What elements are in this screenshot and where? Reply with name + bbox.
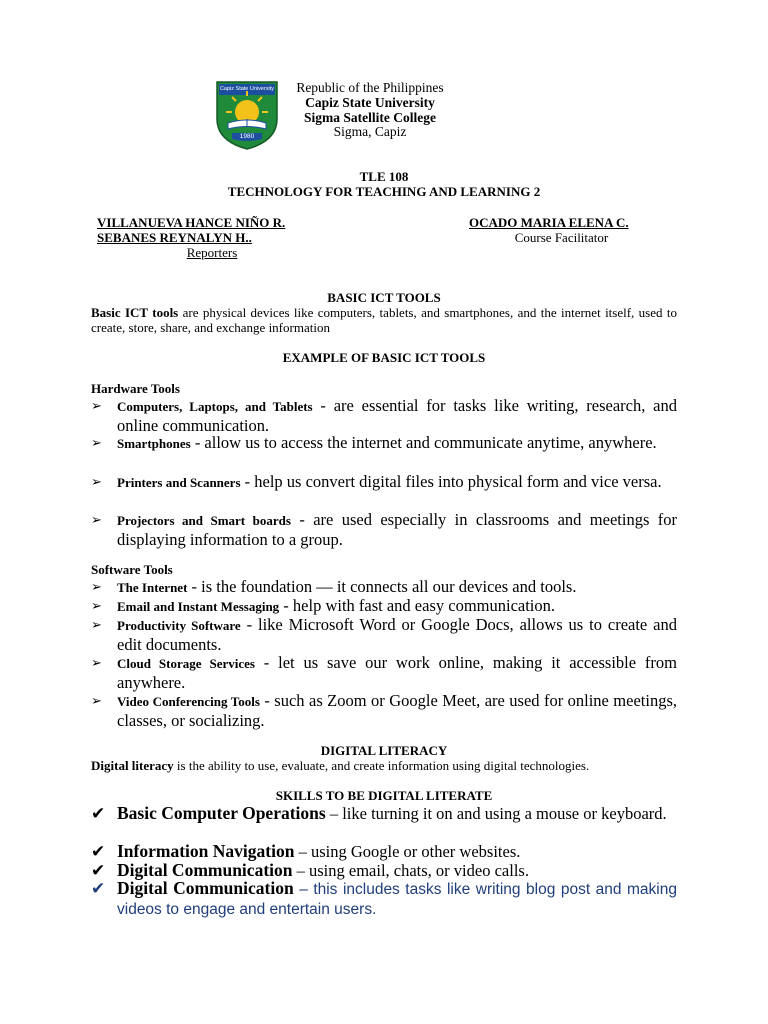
skills-heading: SKILLS TO BE DIGITAL LITERATE (275, 788, 493, 803)
checkmark-icon: ✔ (91, 879, 106, 899)
checkmark-icon: ✔ (91, 842, 106, 862)
arrow-bullet-icon: ➢ (91, 399, 102, 414)
course-title: TECHNOLOGY FOR TEACHING AND LEARNING 2 (227, 184, 541, 199)
arrow-bullet-icon: ➢ (91, 599, 102, 614)
reporters-label: Reporters (186, 245, 238, 260)
software-heading: Software Tools (91, 562, 173, 577)
hardware-heading: Hardware Tools (91, 381, 180, 396)
basic-ict-text: are physical devices like computers, tablets, and smartphones, and the internet itself, used to create, store, share, and exchange information (91, 305, 677, 335)
digital-literacy-definition (91, 758, 691, 773)
course-code: TLE 108 (359, 169, 409, 184)
arrow-bullet-icon: ➢ (91, 580, 102, 595)
arrow-bullet-icon: ➢ (91, 513, 102, 528)
digital-literacy-term: Digital literacy (91, 758, 174, 773)
header-university: Capiz State University (305, 95, 435, 110)
arrow-bullet-icon: ➢ (91, 618, 102, 633)
reporter-name-1: VILLANUEVA HANCE NIÑO R. (97, 215, 286, 230)
facilitator-name: OCADO MARIA ELENA C. (469, 215, 629, 230)
header-republic: Republic of the Philippines (296, 80, 444, 95)
logo-title: Capiz State University (219, 86, 275, 92)
arrow-bullet-icon: ➢ (91, 475, 102, 490)
basic-ict-heading: BASIC ICT TOOLS (327, 290, 441, 305)
checkmark-icon: ✔ (91, 861, 106, 881)
arrow-bullet-icon: ➢ (91, 656, 102, 671)
facilitator-label: Course Facilitator (514, 230, 609, 245)
logo-year: 1980 (239, 133, 255, 140)
reporter-name-2: SEBANES REYNALYN H.. (97, 230, 252, 245)
header-location: Sigma, Capiz (333, 124, 407, 139)
basic-ict-term: Basic ICT tools (91, 305, 179, 320)
arrow-bullet-icon: ➢ (91, 436, 102, 451)
header-college: Sigma Satellite College (304, 110, 436, 125)
digital-literacy-text: is the ability to use, evaluate, and create information using digital technologies. (173, 758, 590, 773)
checkmark-icon: ✔ (91, 804, 106, 824)
digital-literacy-heading: DIGITAL LITERACY (320, 743, 448, 758)
arrow-bullet-icon: ➢ (91, 694, 102, 709)
examples-heading: EXAMPLE OF BASIC ICT TOOLS (282, 350, 486, 365)
basic-ict-definition (91, 305, 677, 335)
